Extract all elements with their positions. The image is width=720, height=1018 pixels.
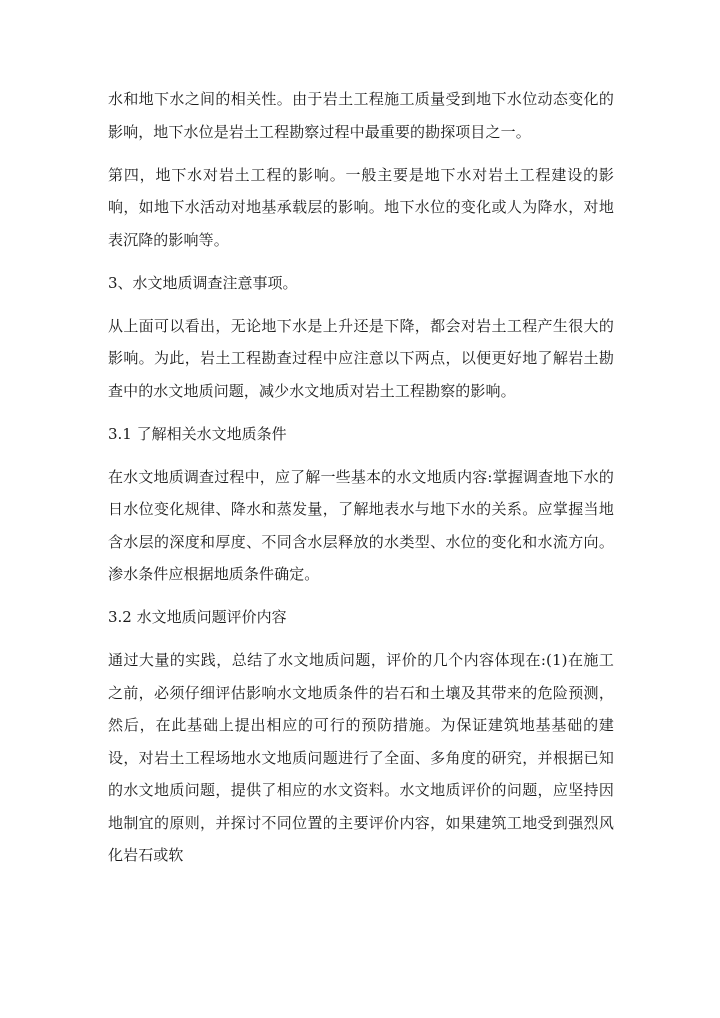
paragraph-groundwater-correlation: 水和地下水之间的相关性。由于岩土工程施工质量受到地下水位动态变化的影响，地下水位是岩土工程勘察过程中最重要的勘探项目之一。 (108, 90, 614, 141)
section-heading-3-2: 3.2 水文地质问题评价内容 (108, 608, 287, 626)
paragraph-section-3-1: 在水文地质调查过程中，应了解一些基本的水文地质内容:掌握调查地下水的日水位变化规律、降水和蒸发量，了解地表水与地下水的关系。应掌握当地含水层的深度和厚度、不同含水层释放的水类型、水位的变化和水流方向。渗水条件应根据地质条件确定。 (108, 467, 614, 583)
section-heading-3-1: 3.1 了解相关水文地质条件 (108, 424, 287, 443)
document-body (108, 83, 614, 872)
paragraph-fourth-groundwater-impact: 第四，地下水对岩土工程的影响。一般主要是地下水对岩土工程建设的影响，如地下水活动对地基承载层的影响。地下水位的变化或人为降水，对地表沉降的影响等。 (108, 165, 614, 249)
paragraph-section-3-intro: 从上面可以看出，无论地下水是上升还是下降，都会对岩土工程产生很大的影响。为此，岩土工程勘查过程中应注意以下两点，以便更好地了解岩土勘查中的水文地质问题，减少水文地质对岩土工程勘察的影响。 (108, 316, 614, 400)
paragraph-section-3-2: 通过大量的实践，总结了水文地质问题，评价的几个内容体现在:(1)在施工之前，必须仔细评估影响水文地质条件的岩石和土壤及其带来的危险预测，然后，在此基础上提出相应的可行的预防措施。为保证建筑地基基础的建设，对岩土工程场地水文地质问题进行了全面、多角度的研究，并根据已知的水文地质问题，提供了相应的水文资料。水文地质评价的问题，应坚持因地制宜的原则，并探讨不同位置的主要评价内容，如果建筑工地受到强烈风化岩石或软 (108, 651, 614, 864)
section-heading-3: 3、水文地质调查注意事项。 (108, 273, 298, 292)
